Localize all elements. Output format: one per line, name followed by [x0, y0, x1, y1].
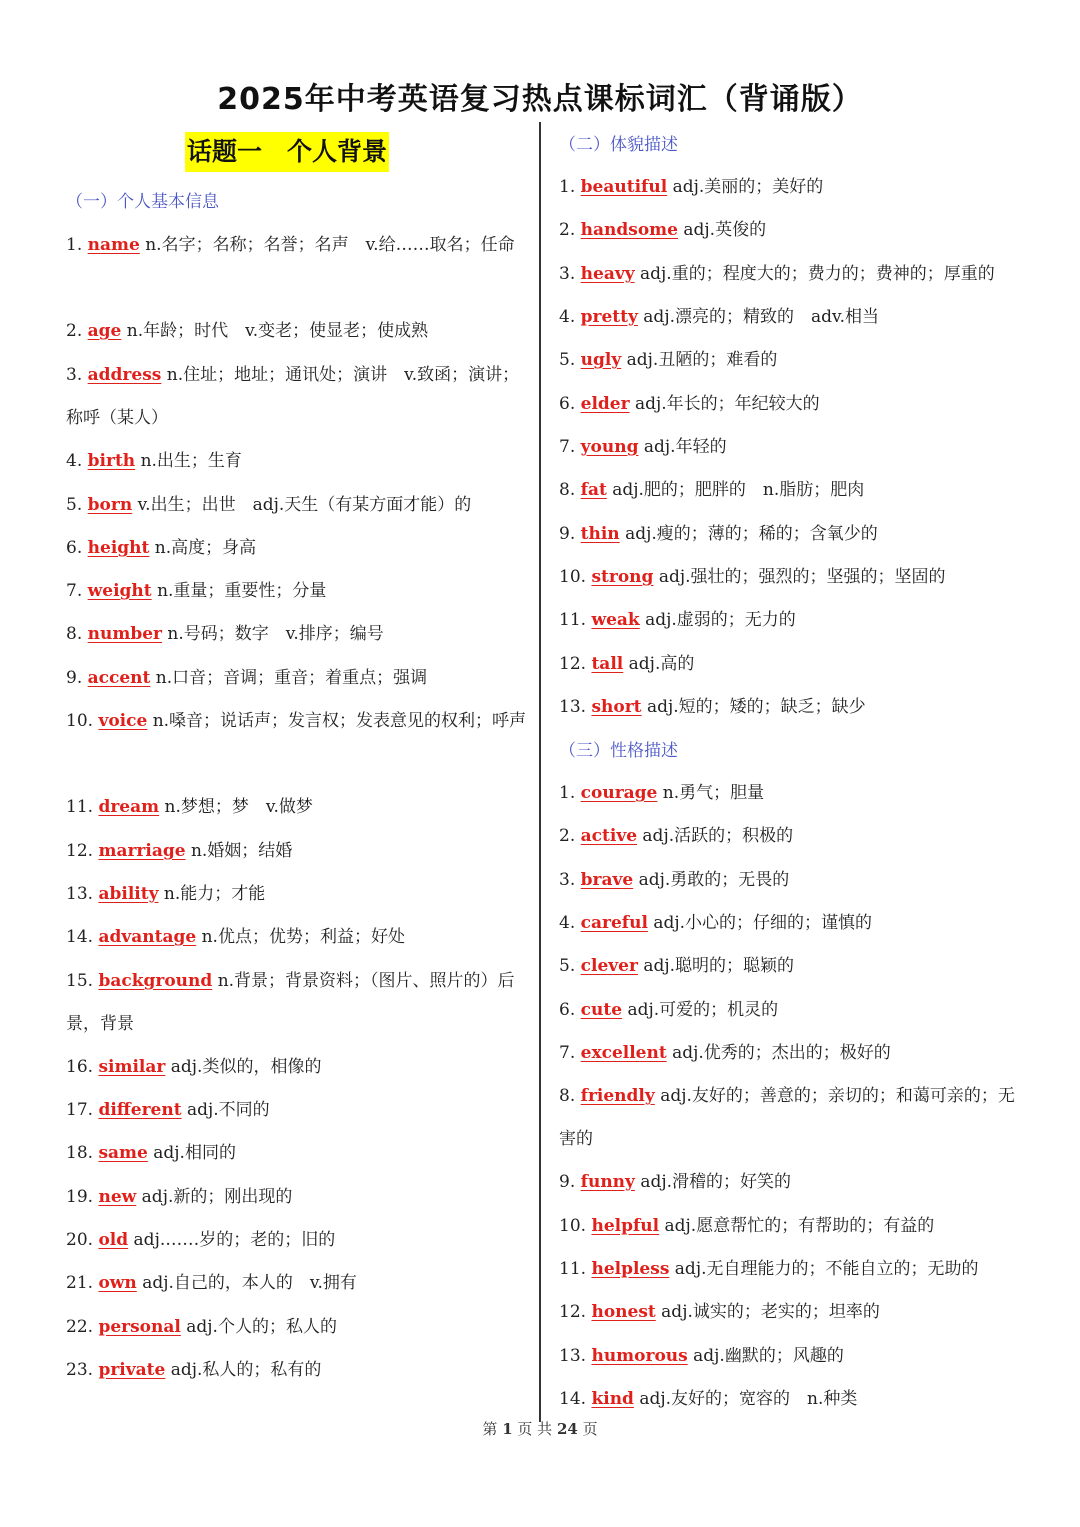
entry-number: 5. — [559, 956, 576, 976]
entry-word: own — [98, 1273, 137, 1293]
section-heading-basic-info: （一）个人基本信息 — [66, 192, 219, 212]
word-entry — [559, 253, 1029, 296]
entry-number: 6. — [559, 394, 576, 414]
entry-definition: adj.友好的；善意的；亲切的；和蔼可亲的；无害的 — [559, 1086, 1015, 1149]
word-entry — [559, 772, 1029, 815]
entry-number: 7. — [559, 1043, 576, 1063]
entry-word: friendly — [580, 1086, 655, 1106]
entry-word: similar — [98, 1057, 166, 1077]
entry-definition: adj.个人的；私人的 — [186, 1317, 337, 1337]
column-divider — [539, 122, 541, 1422]
word-entry — [66, 657, 528, 700]
entry-definition: adj.滑稽的；好笑的 — [640, 1172, 792, 1192]
entry-number: 12. — [559, 654, 587, 674]
entry-definition: adj.……岁的；老的；旧的 — [133, 1230, 336, 1250]
word-entry — [66, 1132, 528, 1175]
entry-number: 14. — [66, 927, 94, 947]
word-entry — [559, 859, 1029, 902]
entry-number: 9. — [559, 1172, 576, 1192]
entry-word: age — [87, 321, 122, 341]
entry-word: humorous — [591, 1346, 688, 1366]
entry-number: 13. — [66, 884, 94, 904]
entry-word: voice — [98, 711, 148, 731]
entry-word: same — [98, 1143, 148, 1163]
word-entry — [66, 310, 528, 353]
entry-word: helpful — [591, 1216, 660, 1236]
entry-definition: adj.强壮的；强烈的；坚强的；坚固的 — [658, 567, 946, 587]
word-entry — [559, 945, 1029, 988]
entry-number: 11. — [559, 1259, 587, 1279]
entry-number: 19. — [66, 1187, 94, 1207]
entry-definition: adj.私人的；私有的 — [170, 1360, 322, 1380]
word-entry — [66, 830, 528, 873]
entry-definition: adj.相同的 — [153, 1143, 236, 1163]
entry-word: ugly — [580, 350, 622, 370]
word-entry — [66, 960, 528, 1046]
entry-definition: n.高度；身高 — [154, 538, 257, 558]
word-entry — [66, 1262, 528, 1305]
word-entry — [559, 989, 1029, 1032]
entry-definition: n.名字；名称；名誉；名声 v.给……取名；任命 — [145, 235, 515, 255]
entry-definition: n.婚姻；结婚 — [190, 841, 293, 861]
entry-definition: adj.勇敢的；无畏的 — [638, 870, 790, 890]
entry-definition: n.背景；背景资料；（图片、照片的）后景，背景 — [66, 971, 515, 1034]
entry-definition: adj.优秀的；杰出的；极好的 — [672, 1043, 891, 1063]
entry-definition: adj.新的；刚出现的 — [141, 1187, 293, 1207]
entry-definition: adj.活跃的；积极的 — [642, 826, 794, 846]
entry-definition: adj.重的；程度大的；费力的；费神的；厚重的 — [640, 264, 995, 284]
entry-word: different — [98, 1100, 182, 1120]
entry-definition: adj.高的 — [628, 654, 695, 674]
entry-number: 4. — [66, 451, 83, 471]
entry-definition: adj.年轻的 — [643, 437, 727, 457]
entry-number: 1. — [559, 783, 576, 803]
entry-number: 2. — [559, 220, 576, 240]
entry-number: 6. — [559, 1000, 576, 1020]
word-entry — [559, 1291, 1029, 1334]
entry-number: 4. — [559, 307, 576, 327]
entry-word: address — [87, 365, 162, 385]
entry-word: brave — [580, 870, 634, 890]
entry-definition: n.能力；才能 — [163, 884, 266, 904]
entry-word: heavy — [580, 264, 635, 284]
entry-definition: n.优点；优势；利益；好处 — [201, 927, 405, 947]
entry-word: birth — [87, 451, 136, 471]
word-entry — [559, 686, 1029, 729]
entry-definition: n.号码；数字 v.排序；编号 — [167, 624, 384, 644]
entry-definition: adj.年长的；年纪较大的 — [634, 394, 820, 414]
entry-number: 11. — [66, 797, 94, 817]
entry-number: 5. — [559, 350, 576, 370]
word-entry — [66, 527, 528, 570]
entry-definition: adj.丑陋的；难看的 — [626, 350, 778, 370]
entry-word: weak — [591, 610, 640, 630]
word-entry — [66, 700, 528, 743]
entry-definition: n.重量；重要性；分量 — [157, 581, 327, 601]
entry-definition: adj.漂亮的；精致的 adv.相当 — [643, 307, 879, 327]
entry-definition: adj.诚实的；老实的；坦率的 — [661, 1302, 880, 1322]
entry-definition: n.住址；地址；通讯处；演讲 v.致函；演讲；称呼（某人） — [66, 365, 520, 428]
entry-word: dream — [98, 797, 160, 817]
entry-number: 7. — [559, 437, 576, 457]
entry-number: 8. — [66, 624, 83, 644]
entry-number: 3. — [559, 870, 576, 890]
word-entry — [66, 440, 528, 483]
word-entry — [66, 786, 528, 829]
entry-word: beautiful — [580, 177, 668, 197]
word-entry — [559, 902, 1029, 945]
entry-number: 8. — [559, 1086, 576, 1106]
entry-number: 20. — [66, 1230, 94, 1250]
word-entry — [66, 1176, 528, 1219]
entry-number: 5. — [66, 495, 83, 515]
entry-word: kind — [591, 1389, 634, 1409]
entry-word: excellent — [580, 1043, 667, 1063]
entry-word: helpless — [591, 1259, 670, 1279]
entry-number: 12. — [559, 1302, 587, 1322]
entry-definition: n.勇气；胆量 — [662, 783, 765, 803]
entry-definition: adj.短的；矮的；缺乏；缺少 — [646, 697, 866, 717]
entry-word: advantage — [98, 927, 197, 947]
word-entry — [559, 339, 1029, 382]
entry-definition: adj.美丽的；美好的 — [672, 177, 824, 197]
entry-number: 2. — [66, 321, 83, 341]
entry-number: 15. — [66, 971, 94, 991]
word-entry — [559, 1378, 1029, 1421]
word-entry — [559, 1248, 1029, 1291]
word-entry — [66, 1219, 528, 1262]
word-entry — [559, 1161, 1029, 1204]
entry-word: born — [87, 495, 133, 515]
word-entry — [66, 1089, 528, 1132]
entry-word: private — [98, 1360, 166, 1380]
page-title: 2025年中考英语复习热点课标词汇（背诵版） — [217, 82, 863, 117]
entry-number: 18. — [66, 1143, 94, 1163]
word-entry — [559, 209, 1029, 252]
entry-number: 7. — [66, 581, 83, 601]
entry-number: 6. — [66, 538, 83, 558]
word-entry — [559, 1205, 1029, 1248]
word-entry — [559, 556, 1029, 599]
entry-word: ability — [98, 884, 159, 904]
entry-number: 13. — [559, 1346, 587, 1366]
word-entry — [66, 484, 528, 527]
entry-definition: adj.虚弱的；无力的 — [645, 610, 796, 630]
entry-definition: adj.瘦的；薄的；稀的；含氧少的 — [625, 524, 878, 544]
section-heading-appearance: （二）体貌描述 — [559, 135, 678, 155]
entry-number: 4. — [559, 913, 576, 933]
word-entry — [66, 1306, 528, 1349]
entry-word: new — [98, 1187, 137, 1207]
entry-word: thin — [580, 524, 620, 544]
entry-definition: adj.幽默的；风趣的 — [693, 1346, 844, 1366]
entry-number: 2. — [559, 826, 576, 846]
entry-number: 9. — [559, 524, 576, 544]
word-entry — [66, 1046, 528, 1089]
entry-number: 10. — [559, 1216, 587, 1236]
word-entry — [66, 354, 528, 440]
entry-word: name — [87, 235, 140, 255]
entry-definition: adj.小心的；仔细的；谨慎的 — [653, 913, 873, 933]
word-entry — [66, 570, 528, 613]
word-entry — [66, 873, 528, 916]
entry-word: courage — [580, 783, 658, 803]
entry-definition: adj.愿意帮忙的；有帮助的；有益的 — [664, 1216, 935, 1236]
entry-number: 16. — [66, 1057, 94, 1077]
entry-word: pretty — [580, 307, 638, 327]
footer-suffix: 页 — [577, 1420, 598, 1438]
footer-page-number: 1 — [502, 1420, 513, 1438]
entry-number: 10. — [559, 567, 587, 587]
word-entry — [66, 613, 528, 656]
entry-word: careful — [580, 913, 648, 933]
section-heading-personality: （三）性格描述 — [559, 741, 678, 761]
entry-word: honest — [591, 1302, 656, 1322]
entry-word: cute — [580, 1000, 623, 1020]
topic-heading: 话题一 个人背景 — [185, 132, 389, 172]
entry-word: old — [98, 1230, 129, 1250]
word-entry — [559, 1032, 1029, 1075]
entry-word: height — [87, 538, 150, 558]
entry-word: background — [98, 971, 213, 991]
entry-number: 3. — [559, 264, 576, 284]
entry-number: 1. — [66, 235, 83, 255]
word-entry — [66, 916, 528, 959]
footer-total-pages: 24 — [556, 1420, 578, 1438]
entry-number: 10. — [66, 711, 94, 731]
entry-number: 13. — [559, 697, 587, 717]
entry-word: funny — [580, 1172, 635, 1192]
entry-word: strong — [591, 567, 654, 587]
entry-word: active — [580, 826, 638, 846]
footer-middle: 页 共 — [512, 1420, 557, 1438]
word-entry — [559, 426, 1029, 469]
entry-definition: n.年龄；时代 v.变老；使显老；使成熟 — [126, 321, 429, 341]
entry-word: tall — [591, 654, 624, 674]
entry-number: 11. — [559, 610, 587, 630]
word-entry — [559, 166, 1029, 209]
entry-definition: adj.无自理能力的；不能自立的；无助的 — [674, 1259, 979, 1279]
word-entry — [559, 643, 1029, 686]
entry-number: 9. — [66, 668, 83, 688]
entry-word: number — [87, 624, 163, 644]
word-entry — [66, 1349, 528, 1392]
word-entry — [559, 815, 1029, 858]
entry-definition: n.嗓音；说话声；发言权；发表意见的权利；呼声 — [152, 711, 527, 731]
entry-word: elder — [580, 394, 630, 414]
entry-number: 21. — [66, 1273, 94, 1293]
entry-definition: adj.不同的 — [186, 1100, 270, 1120]
word-entry — [66, 224, 528, 267]
entry-word: young — [580, 437, 639, 457]
word-entry — [559, 599, 1029, 642]
entry-number: 1. — [559, 177, 576, 197]
entry-word: personal — [98, 1317, 181, 1337]
entry-definition: adj.友好的；宽容的 n.种类 — [639, 1389, 858, 1409]
word-entry — [559, 1075, 1029, 1161]
entry-word: handsome — [580, 220, 678, 240]
entry-definition: n.梦想；梦 v.做梦 — [164, 797, 313, 817]
word-entry — [559, 1335, 1029, 1378]
word-entry — [559, 383, 1029, 426]
entry-word: marriage — [98, 841, 186, 861]
entry-definition: adj.英俊的 — [683, 220, 767, 240]
entry-definition: v.出生；出世 adj.天生（有某方面才能）的 — [137, 495, 472, 515]
entry-word: accent — [87, 668, 151, 688]
entry-number: 23. — [66, 1360, 94, 1380]
entry-number: 3. — [66, 365, 83, 385]
entry-definition: adj.聪明的；聪颖的 — [643, 956, 795, 976]
entry-number: 12. — [66, 841, 94, 861]
entry-number: 17. — [66, 1100, 94, 1120]
entry-definition: n.口音；音调；重音；着重点；强调 — [155, 668, 428, 688]
entry-definition: n.出生；生育 — [140, 451, 242, 471]
entry-definition: adj.自己的，本人的 v.拥有 — [142, 1273, 357, 1293]
word-entry — [559, 469, 1029, 512]
entry-definition: adj.类似的，相像的 — [170, 1057, 322, 1077]
entry-word: short — [591, 697, 642, 717]
entry-number: 14. — [559, 1389, 587, 1409]
entry-definition: adj.可爱的；机灵的 — [627, 1000, 779, 1020]
word-entry — [559, 513, 1029, 556]
entry-word: clever — [580, 956, 638, 976]
footer-prefix: 第 — [482, 1420, 503, 1438]
entry-number: 22. — [66, 1317, 94, 1337]
word-entry — [559, 296, 1029, 339]
entry-word: fat — [580, 480, 607, 500]
entry-number: 8. — [559, 480, 576, 500]
page-footer — [0, 1418, 1080, 1439]
entry-definition: adj.肥的；肥胖的 n.脂肪；肥肉 — [612, 480, 865, 500]
entry-word: weight — [87, 581, 152, 601]
